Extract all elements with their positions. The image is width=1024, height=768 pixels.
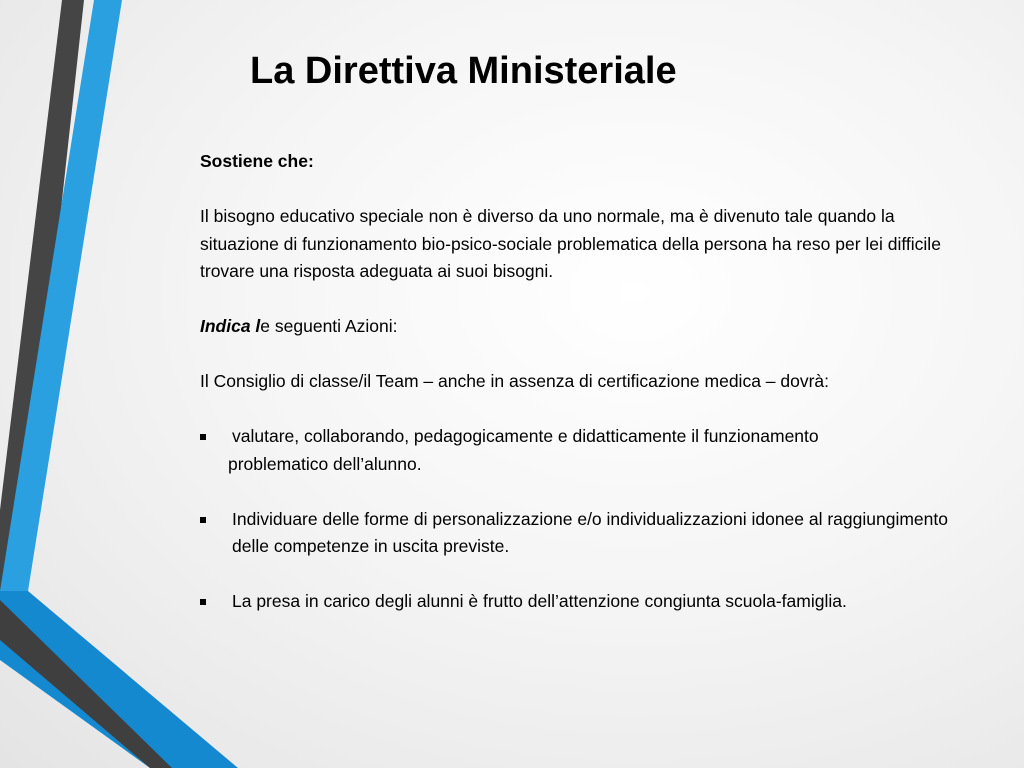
slide-title: La Direttiva Ministeriale: [250, 50, 677, 92]
indica-line: [200, 313, 970, 341]
bullet-item: [200, 588, 970, 616]
section-heading: Sostiene che:: [200, 151, 314, 171]
bullet-text: valutare, collaborando, pedagogicamente e didatticamente il funzionamento: [232, 426, 819, 446]
bullet-text: La presa in carico degli alunni è frutto dell’attenzione congiunta scuola-famiglia.: [232, 591, 847, 611]
square-bullet-icon: [200, 517, 206, 523]
bullet-item: [200, 506, 970, 561]
square-bullet-icon: [200, 434, 206, 440]
square-bullet-icon: [200, 599, 206, 605]
paragraph-bisogno: Il bisogno educativo speciale non è diverso da uno normale, ma è divenuto tale quando la situazione di funzionamento bio-psico-sociale problematica della persona ha reso per lei difficile trovare una risposta adeguata ai suoi bisogni.: [200, 206, 941, 281]
bullet-text: Individuare delle forme di personalizzazione e/o individualizzazioni idonee al raggiungimento delle competenze in uscita previste.: [232, 508, 948, 556]
slide-content: [200, 148, 970, 616]
paragraph-consiglio: Il Consiglio di classe/il Team – anche in assenza di certificazione medica – dovrà:: [200, 371, 830, 391]
indica-rest-text: e seguenti Azioni:: [260, 316, 398, 336]
indica-bold-text: Indica l: [200, 316, 261, 336]
bullet-continuation: problematico dell’alunno.: [228, 453, 422, 474]
bullet-item: [200, 423, 970, 451]
